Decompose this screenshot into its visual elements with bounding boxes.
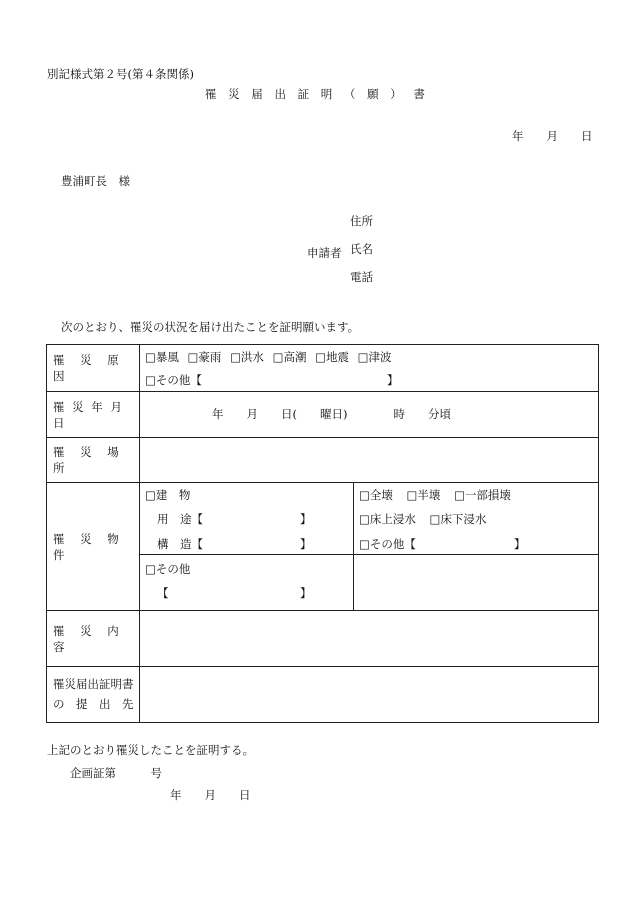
- header-date: 年 月 日: [512, 129, 593, 143]
- row-submit: [47, 667, 599, 723]
- cause-field: [140, 345, 599, 392]
- property-use-close: 】: [300, 512, 312, 526]
- property-use-label: 用 途【: [157, 512, 203, 526]
- footer-date: 年 月 日: [170, 788, 251, 802]
- cause-label: 罹 災 原 因: [47, 345, 140, 392]
- property-building-checkbox[interactable]: □建 物: [145, 488, 191, 502]
- property-building-field: [140, 483, 354, 555]
- cause-option-storm-surge[interactable]: □高潮: [272, 350, 307, 364]
- damage-below-floor-flood[interactable]: □床下浸水: [429, 512, 487, 526]
- property-other-checkbox[interactable]: □その他: [145, 562, 191, 576]
- cause-option-storm[interactable]: □暴風: [145, 350, 179, 364]
- applicant-address-label: 住所: [350, 214, 373, 228]
- cause-option-heavy-rain[interactable]: □豪雨: [187, 350, 222, 364]
- property-other-field: [140, 555, 354, 611]
- property-damage-field: [354, 483, 599, 555]
- document-title: 罹 災 届 出 証 明 （ 願 ） 書: [205, 87, 429, 101]
- submit-field[interactable]: [140, 667, 599, 723]
- damage-other[interactable]: □その他【: [359, 537, 416, 551]
- cause-option-earthquake[interactable]: □地震: [315, 350, 349, 364]
- property-other-open: 【: [157, 586, 169, 600]
- place-label: 罹 災 場 所: [47, 438, 140, 483]
- row-date: [47, 392, 599, 438]
- applicant-phone-label: 電話: [350, 270, 373, 284]
- property-other-damage-field[interactable]: [354, 555, 599, 611]
- certify-text: 上記のとおり罹災したことを証明する。: [47, 743, 254, 757]
- content-field[interactable]: [140, 611, 599, 667]
- date-field[interactable]: [140, 392, 599, 438]
- damage-partial[interactable]: □一部損壊: [454, 488, 511, 502]
- damage-other-close: 】: [514, 537, 526, 551]
- applicant-label: 申請者: [307, 246, 342, 260]
- damage-above-floor-flood[interactable]: □床上浸水: [359, 512, 416, 526]
- property-other-close: 】: [300, 586, 312, 600]
- row-content: [47, 611, 599, 667]
- applicant-name-label: 氏名: [350, 242, 373, 256]
- date-label: 罹 災 年 月 日: [47, 392, 140, 438]
- addressee: 豊浦町長 様: [61, 174, 130, 188]
- property-label: 罹 災 物 件: [47, 483, 140, 611]
- cause-option-other[interactable]: □その他【: [145, 373, 202, 387]
- intro-text: 次のとおり、罹災の状況を届け出たことを証明願います。: [61, 320, 360, 334]
- damage-total-collapse[interactable]: □全壊: [359, 488, 393, 502]
- content-label: 罹 災 内 容: [47, 611, 140, 667]
- certificate-number: 企画証第 号: [70, 766, 162, 780]
- place-field[interactable]: [140, 438, 599, 483]
- property-structure-label: 構 造【: [157, 537, 203, 551]
- submit-label: 罹災届出証明書 の 提 出 先: [47, 667, 140, 723]
- form-number: 別記様式第２号(第４条関係): [47, 67, 194, 81]
- date-value-template: 年 月 日( 曜日) 時 分頃: [212, 407, 451, 421]
- row-cause: [47, 345, 599, 392]
- row-place: [47, 438, 599, 483]
- cause-option-flood[interactable]: □洪水: [230, 350, 264, 364]
- damage-half-collapse[interactable]: □半壊: [406, 488, 441, 502]
- property-structure-close: 】: [300, 537, 312, 551]
- disaster-form-table: [46, 344, 599, 723]
- cause-other-close-bracket: 】: [387, 373, 399, 387]
- row-property-building: [47, 483, 599, 555]
- cause-option-tsunami[interactable]: □津波: [357, 350, 392, 364]
